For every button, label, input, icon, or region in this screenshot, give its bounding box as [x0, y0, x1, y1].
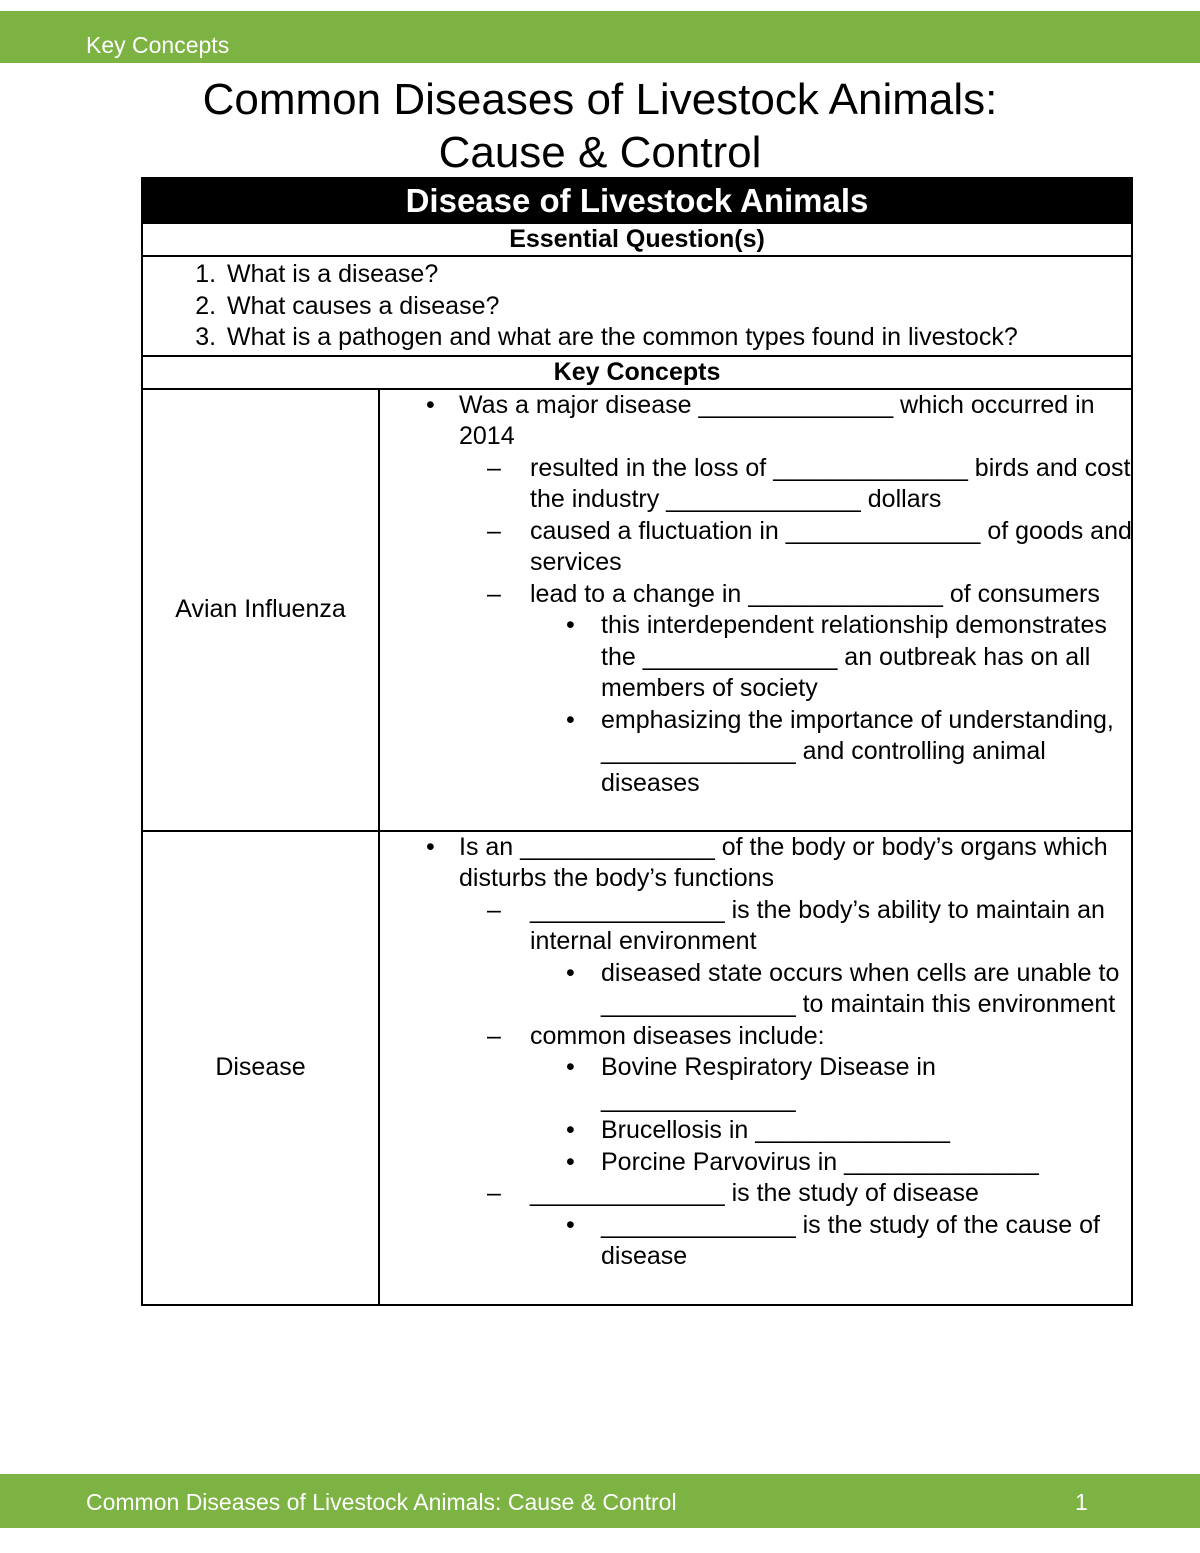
question-item: 1. What is a disease?: [223, 259, 1131, 291]
top-banner: [0, 11, 1200, 63]
notes-cell: [379, 831, 1132, 1305]
list-item: • Bovine Respiratory Disease in ______________: [142, 1052, 1132, 1115]
question-item: 3. What is a pathogen and what are the common types found in livestock?: [223, 322, 1131, 354]
essential-questions-label: Essential Question(s): [142, 223, 1132, 256]
notes-list: [142, 832, 1132, 1273]
list-item: • emphasizing the importance of understanding, ______________ and controlling animal diseases: [142, 705, 1132, 800]
list-item: • Porcine Parvovirus in ______________: [142, 1147, 1132, 1179]
table-row: [142, 389, 1132, 831]
worksheet-table: [141, 177, 1133, 1306]
key-concepts-label: Key Concepts: [142, 356, 1132, 389]
table-heading: Disease of Livestock Animals: [142, 178, 1132, 223]
page-number: 1: [1075, 1489, 1088, 1515]
notes-list: [142, 390, 1132, 800]
list-item: – ______________ is the study of disease: [142, 1178, 1132, 1210]
questions-cell: [142, 256, 1132, 356]
topic-avian-influenza: Avian Influenza: [142, 389, 379, 831]
list-item: • this interdependent relationship demonstrates the ______________ an outbreak has on all members of society: [142, 610, 1132, 705]
footer-text: Common Diseases of Livestock Animals: Cause & Control: [86, 1489, 677, 1515]
list-item: – caused a fluctuation in ______________ of goods and services: [142, 516, 1132, 579]
questions-list: [143, 259, 1131, 354]
notes-cell: [379, 389, 1132, 831]
list-item: – resulted in the loss of ______________ birds and cost the industry ______________ dollars: [142, 453, 1132, 516]
title-line-1: Common Diseases of Livestock Animals:: [202, 75, 998, 124]
list-item: • Was a major disease ______________ which occurred in 2014: [142, 390, 1132, 453]
question-item: 2. What causes a disease?: [223, 291, 1131, 323]
list-item: • Is an ______________ of the body or body’s organs which disturbs the body’s functions: [142, 832, 1132, 895]
list-item: – common diseases include:: [142, 1021, 1132, 1053]
topic-disease: Disease: [142, 831, 379, 1305]
footer-banner: [0, 1474, 1200, 1528]
list-item: – ______________ is the body’s ability to maintain an internal environment: [142, 895, 1132, 958]
list-item: • diseased state occurs when cells are unable to ______________ to maintain this environment: [142, 958, 1132, 1021]
list-item: – lead to a change in ______________ of consumers: [142, 579, 1132, 611]
table-row: [142, 831, 1132, 1305]
page-title: [0, 73, 1200, 179]
list-item: • Brucellosis in ______________: [142, 1115, 1132, 1147]
title-line-2: Cause & Control: [438, 128, 762, 177]
list-item: • ______________ is the study of the cause of disease: [142, 1210, 1132, 1273]
header-text: Key Concepts: [86, 32, 230, 58]
